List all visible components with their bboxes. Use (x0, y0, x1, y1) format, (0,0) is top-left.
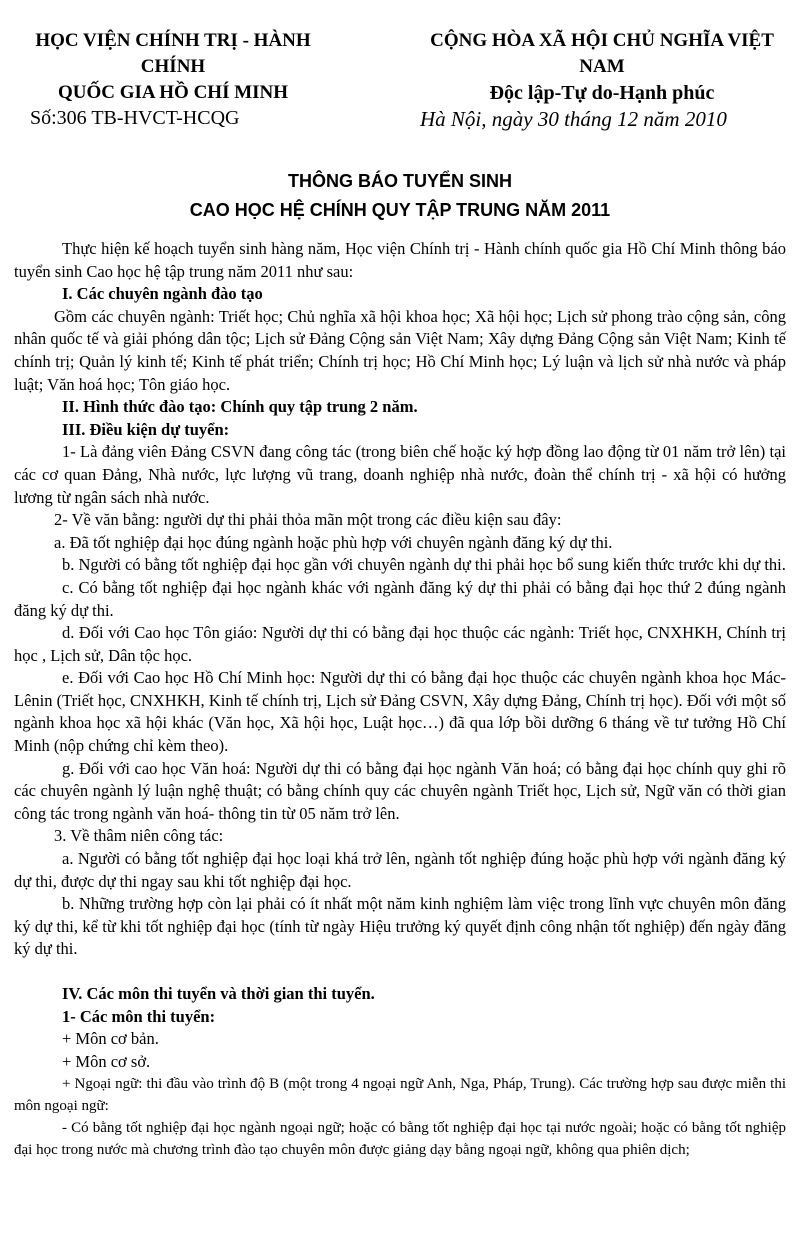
section-heading-2: II. Hình thức đào tạo: Chính quy tập trung 2 năm. (62, 397, 418, 417)
nation-name: CỘNG HÒA XÃ HỘI CHỦ NGHĨA VIỆT NAM (430, 30, 774, 77)
document-number: Số:306 TB-HVCT-HCQG (30, 107, 240, 129)
exam-subject-foundation: + Môn cơ sở. (62, 1051, 151, 1071)
condition-2d: d. Đối với Cao học Tôn giáo: Người dự thi có bằng đại học thuộc các ngành: Triết học, CNXHKH, Chính trị học , Lịch sử, Dân tộc học. (14, 623, 786, 665)
national-header (408, 28, 796, 106)
condition-2a: a. Đã tốt nghiệp đại học đúng ngành hoặc phù hợp với chuyên ngành đăng ký dự thi. (54, 532, 613, 552)
exam-subjects-heading: 1- Các môn thi tuyển: (62, 1006, 216, 1026)
condition-2e: e. Đối với Cao học Hồ Chí Minh học: Người dự thi có bằng đại học thuộc các chuyên ngành khoa học Mác-Lênin (Triết học, CNXHKH, Kinh tế chính trị, Lịch sử Đảng CSVN, Xây dựng Đảng, Chính trị học). Đối với một số ngành khoa học xã hội khác (Văn học, Xã hội học, Luật học…) đã qua lớp bồi dưỡng 6 tháng về tư tưởng Hồ Chí Minh (nộp chứng chỉ kèm theo). (14, 668, 786, 756)
document-subtitle: CAO HỌC HỆ CHÍNH QUY TẬP TRUNG NĂM 2011 (189, 200, 611, 220)
majors-paragraph: Gồm các chuyên ngành: Triết học; Chủ nghĩa xã hội khoa học; Xã hội học; Lịch sử phong trào cộng sản, công nhân quốc tế và giải phóng dân tộc; Lịch sử Đảng Cộng sản Việt Nam; Xây dựng Đảng Cộng sản Việt Nam; Kinh tế chính trị; Quản lý kinh tế; Kinh tế phát triển; Chính trị học; Hồ Chí Minh học; Lý luận và lịch sử nhà nước và pháp luật; Văn hoá học; Tôn giáo học. (14, 306, 786, 394)
issuing-organization (8, 28, 338, 106)
condition-2c: c. Có bằng tốt nghiệp đại học ngành khác với ngành đăng ký dự thi phải có bằng đại học thứ 2 đúng ngành đăng ký dự thi. (14, 577, 786, 620)
national-motto: Độc lập-Tự do-Hạnh phúc (489, 82, 715, 104)
language-exemption: - Có bằng tốt nghiệp đại học ngành ngoại ngữ; hoặc có bằng tốt nghiệp đại học tại nước ngoài; hoặc có bằng tốt nghiệp đại học trong nước mà chương trình đào tạo chuyên môn được giảng dạy bằng ngoại ngữ, không qua phiên dịch; (14, 1120, 786, 1159)
condition-3a: a. Người có bằng tốt nghiệp đại học loại khá trở lên, ngành tốt nghiệp đúng hoặc phù hợp với ngành đăng ký dự thi, được dự thi ngay sau khi tốt nghiệp đại học. (14, 849, 786, 891)
org-name-line2: QUỐC GIA HỒ CHÍ MINH (57, 82, 289, 103)
date-line: Hà Nội, ngày 30 tháng 12 năm 2010 (420, 107, 727, 131)
section-heading-1: I. Các chuyên ngành đào tạo (62, 284, 263, 304)
document-body (14, 238, 786, 1161)
org-name-line1: HỌC VIỆN CHÍNH TRỊ - HÀNH CHÍNH (35, 30, 311, 77)
condition-3b: b. Những trường hợp còn lại phải có ít nhất một năm kinh nghiệm làm việc trong lĩnh vực chuyên môn đăng ký dự thi, kể từ khi tốt nghiệp đại học (tính từ ngày Hiệu trưởng ký quyết định công nhận tốt nghiệp) đến ngày đăng ký dự thi. (14, 894, 786, 959)
exam-subject-foreign-language: + Ngoại ngữ: thi đầu vào trình độ B (một trong 4 ngoại ngữ Anh, Nga, Pháp, Trung). Các trường hợp sau được miễn thi môn ngoại ngữ: (14, 1076, 786, 1115)
condition-2b: b. Người có bằng tốt nghiệp đại học gần với chuyên ngành dự thi phải học bổ sung kiến thức trước khi dự thi. (62, 555, 786, 575)
intro-paragraph: Thực hiện kế hoạch tuyển sinh hàng năm, Học viện Chính trị - Hành chính quốc gia Hồ Chí Minh thông báo tuyển sinh Cao học hệ tập trung năm 2011 như sau: (14, 239, 786, 281)
section-heading-3: III. Điều kiện dự tuyển: (62, 419, 230, 439)
condition-1: 1- Là đảng viên Đảng CSVN đang công tác (trong biên chế hoặc ký hợp đồng lao động từ 01 năm trở lên) tại các cơ quan Đảng, Nhà nước, lực lượng vũ trang, doanh nghiệp nhà nước, đoàn thể chính trị - xã hội có hưởng lương từ ngân sách nhà nước. (14, 442, 786, 507)
condition-2: 2- Về văn bằng: người dự thi phải thỏa mãn một trong các điều kiện sau đây: (54, 510, 562, 530)
condition-2g: g. Đối với cao học Văn hoá: Người dự thi có bằng đại học ngành Văn hoá; có bằng đại học chính quy ghi rõ các chuyên ngành lý luận nghệ thuật; có bằng chính quy các chuyên ngành Triết học, Lịch sử, Ngữ văn có thời gian công tác trong ngành văn hoá- thông tin từ 05 năm trở lên. (14, 758, 786, 823)
section-heading-4: IV. Các môn thi tuyển và thời gian thi tuyển. (62, 984, 375, 1003)
document-title: THÔNG BÁO TUYỂN SINH (287, 171, 512, 191)
condition-3: 3. Về thâm niên công tác: (54, 826, 224, 846)
exam-subject-basic: + Môn cơ bản. (62, 1029, 159, 1049)
